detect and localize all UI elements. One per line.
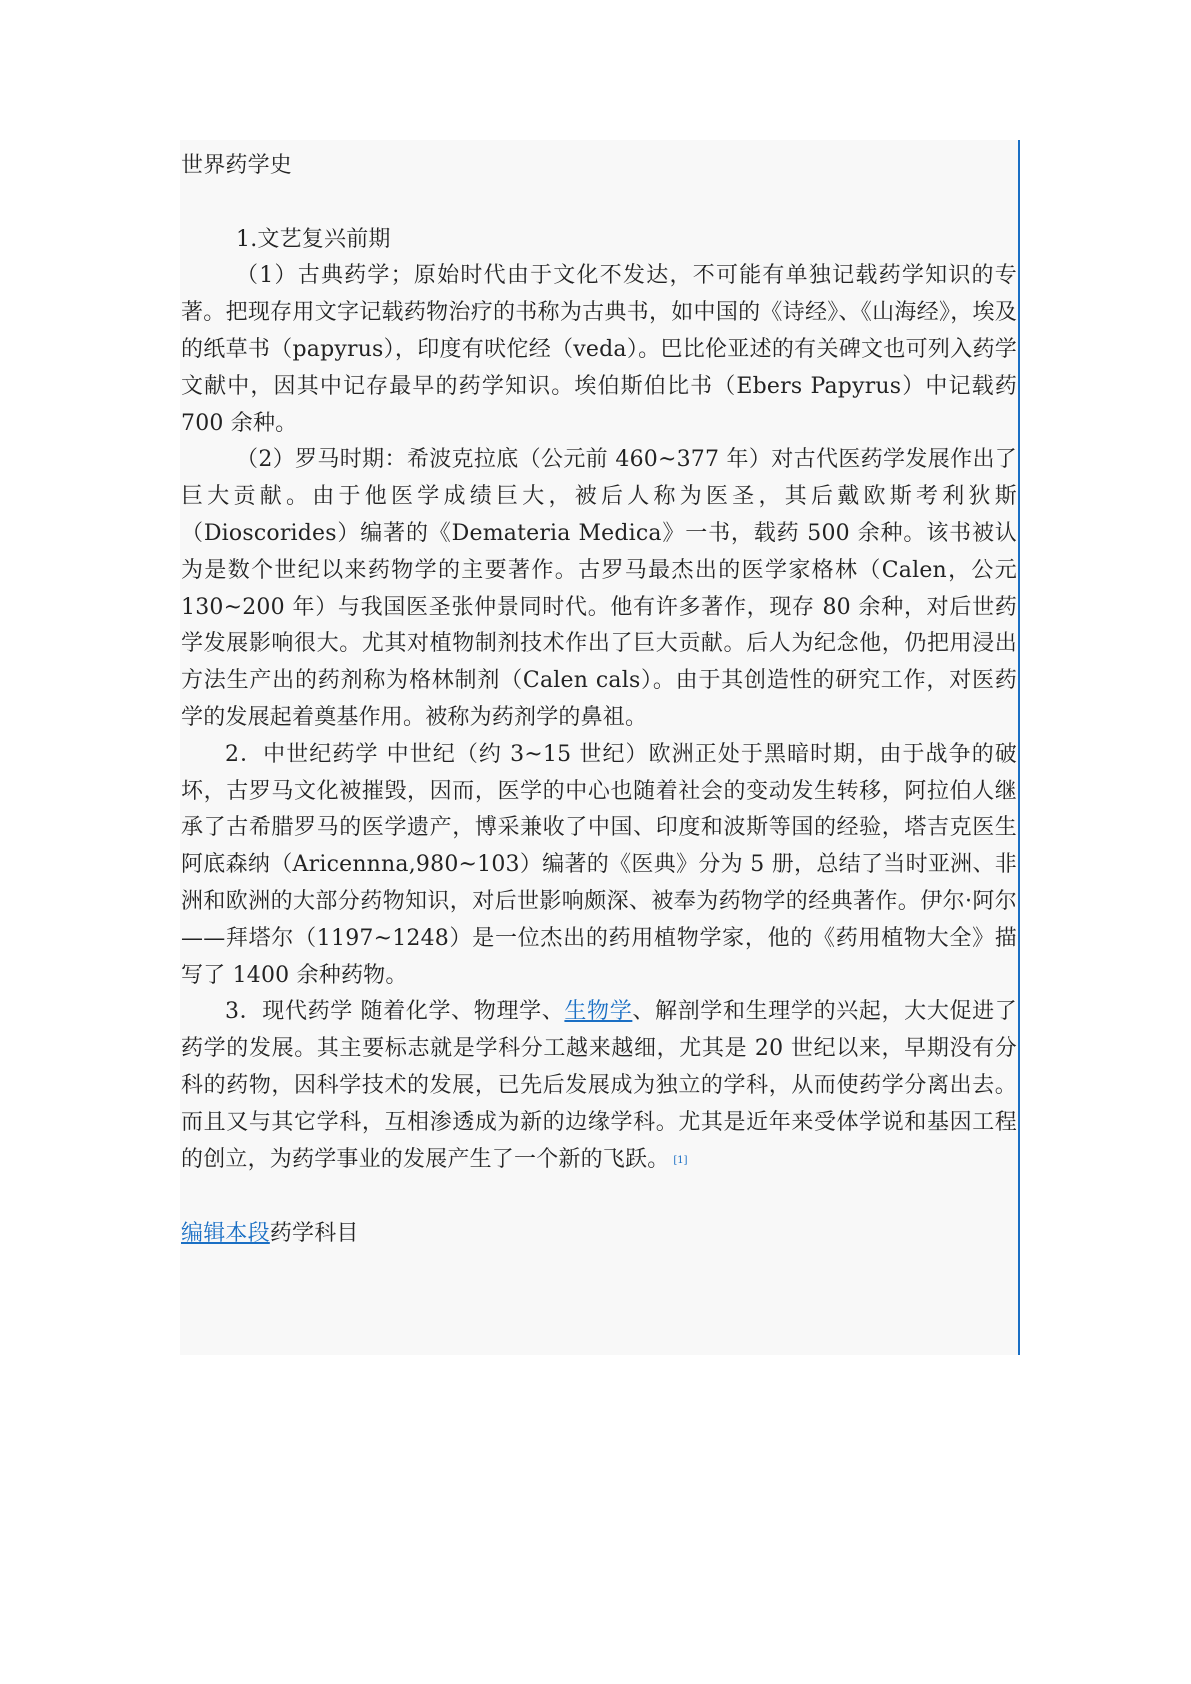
section-heading: 1.文艺复兴前期 [236, 226, 391, 252]
article-body [181, 148, 1017, 1253]
paragraph-roman-period: （2）罗马时期：希波克拉底（公元前 460~377 年）对古代医药学发展作出了巨大贡献。由于他医学成绩巨大，被后人称为医圣，其后戴欧斯考利狄斯（Dioscorides）编著的《Demateria Medica》一书，载药 500 余种。该书被认为是数个世纪以来药物学的主要著作。古罗马最杰出的医学家格林（Calen，公元 130~200 年）与我国医圣张仲景同时代。他有许多著作，现存 80 余种，对后世药学发展影响很大。尤其对植物制剂技术作出了巨大贡献。后人为纪念他，仍把用浸出方法生产出的药剂称为格林制剂（Calen cals）。由于其创造性的研究工作，对医药学的发展起着奠基作用。被称为药剂学的鼻祖。 [181, 447, 1017, 730]
section-title: 药学科目 [269, 1221, 359, 1247]
paragraph-modern-pharmacy [181, 994, 1017, 1179]
paragraph-text: 、解剖学和生理学的兴起，大大促进了药学的发展。其主要标志就是学科分工越来越细，尤其是 20 世纪以来，早期没有分科的药物，因科学技术的发展，已先后发展成为独立的学科，从而使药学分离出去。而且又与其它学科，互相渗透成为新的边缘学科。尤其是近年来受体学说和基因工程的创立，为药学事业的发展产生了一个新的飞跃。 [181, 999, 1017, 1172]
paragraph-classical-pharmacy: （1）古典药学；原始时代由于文化不发达，不可能有单独记载药学知识的专著。把现存用文字记载药物治疗的书称为古典书，如中国的《诗经》、《山海经》，埃及的纸草书（papyrus），印度有吠佗经（veda）。巴比伦亚述的有关碑文也可列入药学文献中，因其中记存最早的药学知识。埃伯斯伯比书（Ebers Papyrus）中记载药 700 余种。 [181, 263, 1017, 436]
blank-line [181, 185, 1017, 222]
blank-line [181, 1179, 1017, 1216]
paragraph-text: 3．现代药学 随着化学、物理学、 [225, 999, 565, 1025]
document-title: 世界药学史 [181, 153, 293, 178]
paragraph-medieval-pharmacy: 2．中世纪药学 中世纪（约 3~15 世纪）欧洲正处于黑暗时期，由于战争的破坏，古罗马文化被摧毁，因而，医学的中心也随着社会的变动发生转移，阿拉伯人继承了古希腊罗马的医学遗产，博采兼收了中国、印度和波斯等国的经验，塔吉克医生阿底森纳（Aricennna,980~103）编著的《医典》分为 5 册，总结了当时亚洲、非洲和欧洲的大部分药物知识，对后世影响颇深、被奉为药物学的经典著作。伊尔·阿尔——拜塔尔（1197~1248）是一位杰出的药用植物学家，他的《药用植物大全》描写了 1400 余种药物。 [181, 741, 1017, 988]
section-footer [181, 1216, 1017, 1253]
reference-link[interactable]: [1] [673, 1154, 688, 1166]
article-content [180, 140, 1020, 1355]
biology-link[interactable]: 生物学 [564, 999, 633, 1025]
edit-section-link[interactable]: 编辑本段 [181, 1221, 270, 1247]
